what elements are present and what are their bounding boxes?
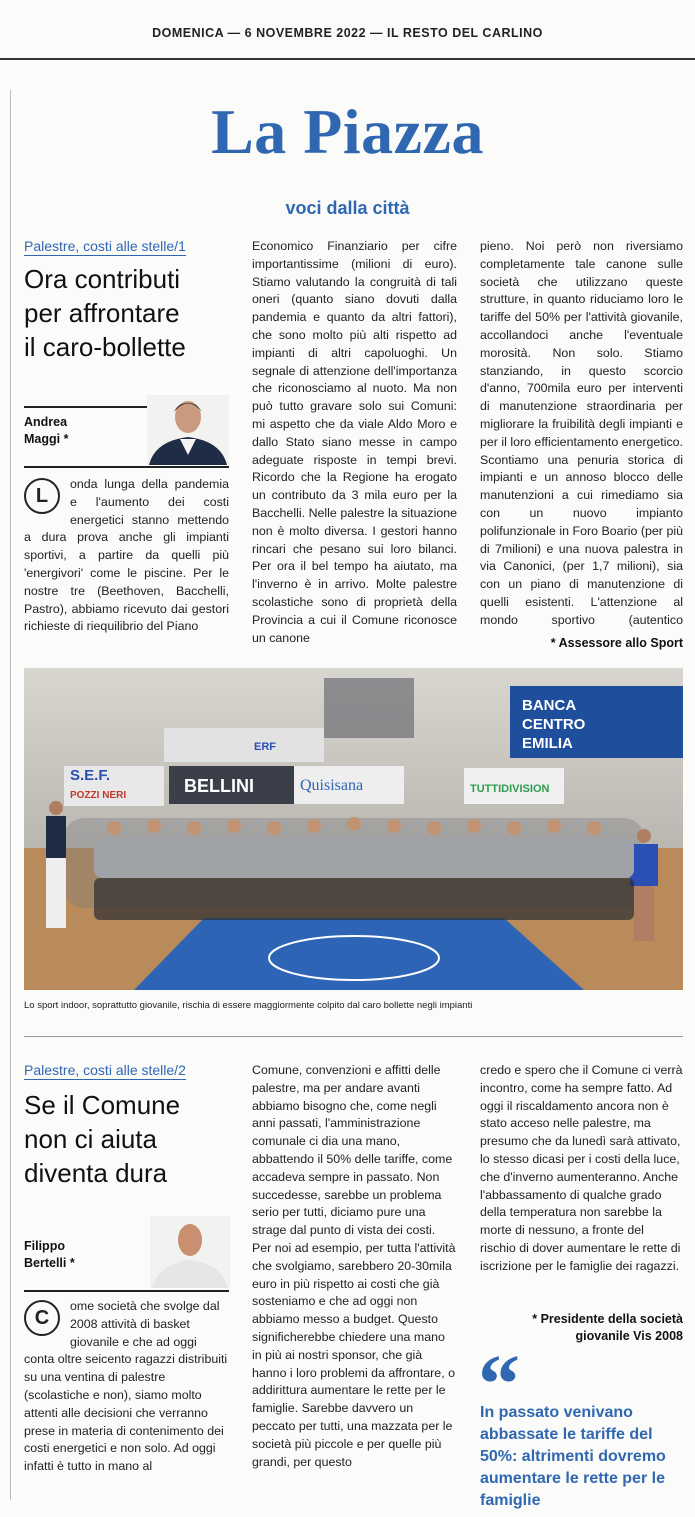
author-portrait bbox=[150, 1216, 230, 1288]
article1-headline-line: per affrontare bbox=[24, 298, 180, 328]
article1-headline bbox=[24, 262, 239, 364]
masthead-date: DOMENICA — 6 NOVEMBRE 2022 — IL RESTO DEL CARLINO bbox=[152, 26, 543, 40]
byline-rule bbox=[24, 1290, 229, 1292]
section-subtitle: voci dalla città bbox=[285, 198, 410, 218]
page-border bbox=[10, 90, 11, 1500]
article1-column-3: pieno. Noi però non riversiamo completamente tale canone sulle società che utilizzano queste strutture, in quanto riduciamo loro le tariffe del 50% per l'attività giovanile, accollandoci anche l'eventuale morosità. Non solo. Stiamo stanziando, in questo scorcio d'anno, 700mila euro per interventi di manutenzione straordinaria per migliorare la fruibilità degli impianti e per il loro efficientamento energetico. Scontiamo una penuria storica di impianti e un annoso blocco delle manutenzioni a cui rimediamo sia con un nuovo impianto polifunzionale in Foro Boario (per più di 7milioni) e una nuova palestra in via Canonici, (per 1,7 milioni), sia con un piano di manutenzione di quelli esistenti. L'attenzione al mondo sportivo (autentico bbox=[480, 239, 683, 627]
article1-kicker: Palestre, costi alle stelle/1 bbox=[24, 238, 186, 254]
article1-author bbox=[24, 414, 68, 448]
article2-body-1: ome società che svolge dal 2008 attività di basket giovanile e che ad oggi conta oltre seicento ragazzi distribuiti su una ventina di palestre (scolastiche e non), siamo molto attenti alle decisioni che verranno prese in materia di contenimento dei costi energetici e non solo. Ad oggi infatti è tutto in mano al bbox=[24, 1299, 228, 1474]
article1-headline-line: Ora contributi bbox=[24, 264, 181, 294]
article2-headline bbox=[24, 1088, 239, 1190]
article1-column-1 bbox=[24, 476, 229, 652]
banner-bellini: BELLINI bbox=[184, 776, 254, 796]
signature-line: giovanile Vis 2008 bbox=[575, 1329, 683, 1343]
author-first-name: Filippo bbox=[24, 1239, 65, 1253]
author-first-name: Andrea bbox=[24, 415, 68, 429]
banner-division: TUTTIDIVISION bbox=[470, 783, 550, 795]
banner-erf: ERF bbox=[254, 741, 276, 753]
banner-sef: S.E.F. bbox=[70, 767, 111, 784]
banner-bank-line: BANCA bbox=[522, 697, 577, 714]
article2-column-3: credo e spero che il Comune ci verrà incontro, come ha sempre fatto. Ad oggi il riscaldamento ancora non è stato acceso nelle palestre, ma presumo che da lunedì sarà attivato, lo stesso dicasi per i costi della luce, che d'inverno aumenteranno. Anche l'abbassamento di qualche grado della temperatura non sarebbe la morte di nessuno, a fronte del rischio di dover aumentare le rette di iscrizione per le famiglie dei ragazzi. bbox=[480, 1063, 683, 1273]
article2-headline-line: diventa dura bbox=[24, 1158, 168, 1188]
signature-line: * Presidente della società bbox=[532, 1312, 683, 1326]
article1-signature: * Assessore allo Sport bbox=[550, 636, 683, 650]
masthead bbox=[0, 0, 695, 60]
article1-body-1: onda lunga della pandemia e l'aumento dei costi energetici stanno mettendo a dura prova anche gli impianti sportivi, a partire da quelli più 'energivori' come le piscine. Per le nostre tre (Beethoven, Bacchelli, Pastro), abbiamo ricevuto dai gestori richieste di riequilibrio del Piano bbox=[24, 477, 229, 634]
article1-headline-line: il caro-bollette bbox=[24, 332, 186, 362]
article2-headline-line: Se il Comune bbox=[24, 1090, 181, 1120]
author-last-name: Bertelli * bbox=[24, 1256, 75, 1270]
article2-headline-line: non ci aiuta bbox=[24, 1124, 157, 1154]
dropcap: L bbox=[24, 478, 60, 514]
dropcap: C bbox=[24, 1300, 60, 1336]
article2-column-1 bbox=[24, 1298, 229, 1508]
photo-caption: Lo sport indoor, soprattutto giovanile, rischia di essere maggiormente colpito dal caro bollette negli impianti bbox=[24, 1000, 473, 1011]
banner-quisisana: Quisisana bbox=[300, 777, 364, 794]
article2-kicker: Palestre, costi alle stelle/2 bbox=[24, 1062, 186, 1078]
article2-author bbox=[24, 1238, 75, 1272]
pull-quote: In passato venivano abbassate le tariffe del 50%: altrimenti dovremo aumentare le rette per le famiglie bbox=[480, 1404, 666, 1509]
banner-bank-line: EMILIA bbox=[522, 735, 573, 752]
byline-rule bbox=[24, 466, 229, 468]
section-separator bbox=[24, 1036, 683, 1037]
team-photo bbox=[24, 668, 683, 990]
banner-bank-line: CENTRO bbox=[522, 716, 586, 733]
author-last-name: Maggi * bbox=[24, 432, 69, 446]
article1-column-2: Economico Finanziario per cifre importantissime (milioni di euro). Stiamo valutando la congruità di tali oneri (quanto siano dovuti dalla pandemia e quanto da altri fattori), che sono molto più alti rispetto ad impianti di altri capoluoghi. Un segnale di attenzione dell'importanza che riconosciamo al nuoto. Ma non può tutto gravare solo sui Comuni: mi aspetto che da viale Aldo Moro e dallo Stato siano messe in campo adeguate risposte in tempi brevi. Ricordo che la Regione ha erogato un contributo da 3 mila euro per la Bacchelli. Nelle palestre la situazione non è molto diversa. I gestori hanno rincari che pesano sui loro bilanci. Per ora il bel tempo ha aiutato, ma l'inverno è in arrivo. Molte palestre scolastiche sono di proprietà della Provincia a cui il Comune riconosce un canone bbox=[252, 239, 457, 645]
author-portrait bbox=[147, 395, 229, 465]
quote-icon: “ bbox=[478, 1338, 520, 1431]
article2-column-2: Comune, convenzioni e affitti delle palestre, ma per andare avanti abbiamo bisogno che, come negli anni passati, l'amministrazione comunale ci dia una mano, abbattendo il 50% delle tariffe, come accadeva sempre in passato. Non succedesse, sarebbe un problema serio per tutti, diciamo pure una strage dal punto di vista dei costi. Per noi ad esempio, per tutta l'attività che svolgiamo, sarebbero 20-30mila euro in più rispetto ai costi che già sosteniamo e che ad oggi non abbiamo messo a budget. Questo significherebbe chiedere una mano in più ai nostri sponsor, che già hanno i loro problemi da affrontare, o addirittura aumentare le rette per le famiglie. Sarebbe davvero un peccato per tutti, una mazzata per le società più piccole e per quelle più grandi, per questo bbox=[252, 1063, 456, 1469]
banner-pozzi: POZZI NERI bbox=[70, 790, 127, 801]
section-title: La Piazza bbox=[211, 96, 484, 167]
